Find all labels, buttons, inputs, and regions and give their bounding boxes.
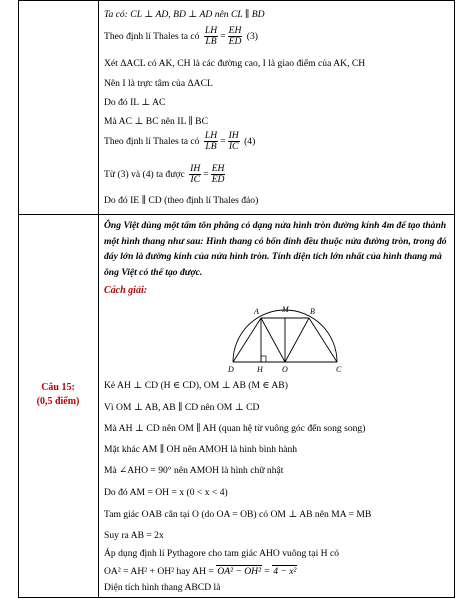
text-prefix: Từ (3) và (4) ta được [104, 169, 185, 180]
fraction: $\frac{EH}{ED}$ [228, 25, 242, 48]
thales-line-3: Theo định lí Thales ta có $\frac{LH}{LB}$ = $\frac{EH}{ED}$ (3) [104, 25, 258, 48]
side-bc [309, 318, 337, 362]
question-label [18, 381, 98, 409]
solution-line: Mà AH ⊥ CD nên OM ∥ AH (quan hệ từ vuông góc đến song song) [104, 423, 366, 434]
pythagore-line [104, 565, 297, 578]
question-points: (0,5 điểm) [36, 396, 80, 407]
text-line: Mà AC ⊥ BC nên IL ∥ BC [104, 116, 208, 127]
equation-number: (4) [244, 136, 256, 147]
equals-sign: = [264, 566, 270, 577]
solution-line: Mà ∠AHO = 90° nên AMOH là hình chữ nhật [104, 465, 284, 476]
solution-line: Kẻ AH ⊥ CD (H ∈ CD), OM ⊥ AB (M ∈ AB) [104, 380, 288, 391]
fraction: $\frac{LH}{LB}$ [204, 25, 218, 48]
equation-part: OA² = AH² + OH² hay AH = [104, 566, 214, 577]
table-left-border [18, 0, 19, 598]
label-m: M [282, 305, 289, 314]
right-angle-mark-h [261, 356, 266, 362]
solution-title: Cách giải: [104, 285, 148, 296]
segment-ob [285, 318, 309, 362]
fraction: $\frac{EH}{ED}$ [211, 163, 225, 186]
text-prefix: Theo định lí Thales ta có [104, 31, 200, 42]
side-ad [233, 318, 261, 362]
semicircle-trapezoid-figure [220, 300, 350, 378]
text-line: Nên I là trực tâm của ΔACL [104, 78, 213, 89]
row-divider [18, 214, 454, 215]
label-c: C [336, 365, 342, 374]
label-h: H [257, 365, 263, 374]
problem-statement: Ông Việt dùng một tấm tôn phẳng có dạng nửa hình tròn đường kính 4m để tạo thành một hình thang như sau: Hình thang có bốn đỉnh đều thuộc nửa đường tròn, trong đó đáy lớn là đường kính của nửa hình tròn. Tính diện tích lớn nhất của hình thang mà ông Việt có thể tạo được. [104, 220, 447, 278]
solution-line: Diện tích hình thang ABCD là [104, 582, 221, 593]
combined-line: Từ (3) và (4) ta được $\frac{IH}{IC}$ = $\frac{EH}{ED}$ [104, 163, 225, 186]
label-o: O [282, 365, 288, 374]
solution-line: Vì OM ⊥ AB, AB ∥ CD nên OM ⊥ CD [104, 402, 260, 413]
table-bottom-border [18, 597, 454, 598]
solution-line: Suy ra AB = 2x [104, 530, 164, 541]
fraction: $\frac{LH}{LB}$ [204, 130, 218, 153]
table-right-border [454, 0, 455, 598]
text-line: Ta có: CL ⊥ AD, BD ⊥ AD nên CL ∥ BD [104, 9, 265, 20]
segment-oa [261, 318, 285, 362]
text-line: Xét ΔACL có AK, CH là các đường cao, I là giao điểm của AK, CH [104, 58, 366, 69]
label-b: B [310, 307, 315, 316]
label-a: A [254, 307, 259, 316]
solution-line: Mặt khác AM ∥ OH nên AMOH là hình bình hành [104, 444, 298, 455]
table-top-border [18, 0, 454, 1]
column-divider [98, 0, 99, 598]
fraction: $\frac{IH}{IC}$ [228, 130, 239, 153]
sqrt-expression: 4 − x² [273, 566, 297, 577]
sqrt-expression: OA² − OH² [217, 566, 261, 577]
solution-line: Áp dụng định lí Pythagore cho tam giác AHO vuông tại H có [104, 548, 340, 559]
text-line: Do đó IL ⊥ AC [104, 97, 166, 108]
label-d: D [228, 365, 234, 374]
fraction: $\frac{IH}{IC}$ [190, 163, 201, 186]
equation-number: (3) [246, 31, 258, 42]
text-line: Do đó IE ∥ CD (theo định lí Thales đảo) [104, 195, 259, 206]
thales-line-4: Theo định lí Thales ta có $\frac{LH}{LB}$ = $\frac{IH}{IC}$ (4) [104, 130, 256, 153]
solution-line: Do đó AM = OH = x (0 < x < 4) [104, 487, 228, 498]
text-prefix: Theo định lí Thales ta có [104, 136, 200, 147]
solution-line: Tam giác OAB cân tại O (do OA = OB) có OM ⊥ AB nên MA = MB [104, 509, 372, 520]
question-number: Câu 15: [41, 382, 75, 393]
